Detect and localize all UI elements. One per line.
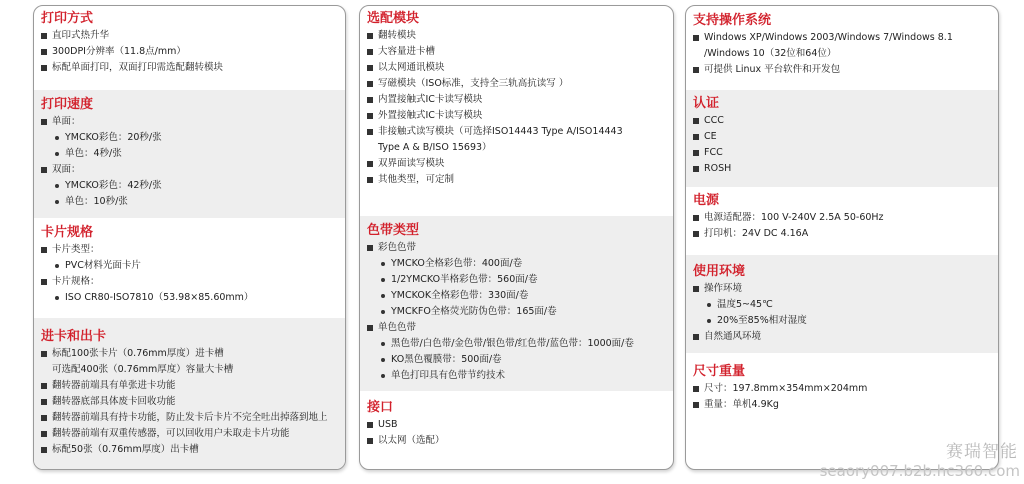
- list-item: 大容量进卡槽: [367, 44, 667, 60]
- list-item: YMCKFO全格荧光防伪色带：165面/卷: [367, 304, 667, 320]
- list-item: 打印机：24V DC 4.16A: [693, 226, 992, 242]
- list-item: 单色色带: [367, 320, 667, 336]
- list-item: 外置接触式IC卡读写模块: [367, 108, 667, 124]
- section-print-speed: [34, 90, 345, 218]
- list-item: 双界面读写模块: [367, 156, 667, 172]
- section-title: 认证: [693, 96, 720, 111]
- section-title: 电源: [693, 193, 720, 208]
- section-power: [686, 187, 998, 255]
- list-item: 300DPI分辨率（11.8点/mm）: [41, 44, 339, 60]
- list-item: 以太网通讯模块: [367, 60, 667, 76]
- list-item: 非接触式读写模块（可选择ISO14443 Type A/ISO14443: [367, 124, 667, 140]
- section-print-method: [34, 10, 345, 90]
- section-title: 尺寸重量: [693, 364, 746, 379]
- list-item: 卡片规格：: [41, 274, 339, 290]
- spec-card-left: [33, 5, 346, 470]
- section-ribbon: [360, 216, 673, 391]
- list-item: USB: [367, 417, 667, 433]
- section-title: 使用环境: [693, 264, 746, 279]
- list-item: 其他类型，可定制: [367, 172, 667, 188]
- list-item: CCC: [693, 113, 992, 129]
- list-item: YMCKO全格彩色带：400面/卷: [367, 256, 667, 272]
- list-item: PVC材料光面卡片: [41, 258, 339, 274]
- list-item: Windows XP/Windows 2003/Windows 7/Windows 8.1: [693, 30, 992, 46]
- list-item: 翻转器前端具有持卡功能，防止发卡后卡片不完全吐出掉落到地上: [41, 410, 339, 426]
- list-item: 翻转器前端有双重传感器，可以回收用户未取走卡片功能: [41, 426, 339, 442]
- list-item: 黑色带/白色带/金色带/银色带/红色带/蓝色带：1000面/卷: [367, 336, 667, 352]
- list-item: YMCKOK全格彩色带：330面/卷: [367, 288, 667, 304]
- list-item: 单色：4秒/张: [41, 146, 339, 162]
- section-title: 打印方式: [41, 11, 94, 26]
- list-item: ROSH: [693, 161, 992, 177]
- list-item: 彩色色带: [367, 240, 667, 256]
- section-cert: [686, 90, 998, 187]
- list-item: 单色：10秒/张: [41, 194, 339, 210]
- list-item: 以太网（选配）: [367, 433, 667, 449]
- list-item: 翻转器底部具体废卡回收功能: [41, 394, 339, 410]
- list-item: 可选配400张（0.76mm厚度）容量大卡槽: [52, 364, 234, 375]
- watermark-name: 赛瑞智能: [946, 442, 1018, 462]
- list-item: 20%至85%相对湿度: [693, 313, 992, 329]
- list-item: 自然通风环境: [693, 329, 992, 345]
- section-os: [686, 12, 998, 90]
- list-item: 写磁模块（ISO标准，支持全三轨高抗读写 ）: [367, 76, 667, 92]
- list-item: 重量：单机4.9Kg: [693, 397, 992, 413]
- section-card-io: [34, 318, 345, 469]
- list-item: 双面：: [41, 162, 339, 178]
- list-item: 翻转模块: [367, 28, 667, 44]
- section-title: 打印速度: [41, 97, 94, 112]
- list-item: 电源适配器：100 V-240V 2.5A 50-60Hz: [693, 210, 992, 226]
- list-item: 单面：: [41, 114, 339, 130]
- list-item: 可提供 Linux 平台软件和开发包: [693, 62, 992, 78]
- list-item: 内置接触式IC卡读写模块: [367, 92, 667, 108]
- list-item: YMCKO彩色：42秒/张: [41, 178, 339, 194]
- list-item: 标配单面打印，双面打印需选配翻转模块: [41, 60, 339, 76]
- list-item: 1/2YMCKO半格彩色带：560面/卷: [367, 272, 667, 288]
- section-title: 支持操作系统: [693, 13, 772, 28]
- list-item: 温度5~45℃: [693, 297, 992, 313]
- section-options: [360, 10, 673, 216]
- watermark-url: seaory007.b2b.hc360.com: [819, 462, 1020, 480]
- section-title: 接口: [367, 400, 394, 415]
- spec-card-right: [685, 5, 999, 470]
- list-item: 单色打印具有色带节约技术: [367, 368, 667, 384]
- list-item: KO黑色覆膜带：500面/卷: [367, 352, 667, 368]
- section-title: 卡片规格: [41, 225, 94, 240]
- list-item: CE: [693, 129, 992, 145]
- list-item: 卡片类型：: [41, 242, 339, 258]
- list-item: 操作环境: [693, 281, 992, 297]
- section-interface: [360, 391, 673, 469]
- list-item: 直印式热升华: [41, 28, 339, 44]
- list-item: 翻转器前端具有单张进卡功能: [41, 378, 339, 394]
- spec-card-middle: [359, 5, 674, 470]
- list-item: ISO CR80-ISO7810（53.98×85.60mm）: [41, 290, 339, 306]
- list-item: 标配100张卡片（0.76mm厚度）进卡槽: [41, 346, 339, 362]
- list-item: 尺寸：197.8mm×354mm×204mm: [693, 381, 992, 397]
- list-item: Type A & B/ISO 15693）: [378, 142, 492, 153]
- section-card-spec: [34, 218, 345, 318]
- section-environment: [686, 255, 998, 353]
- section-title: 色带类型: [367, 223, 420, 238]
- list-item: FCC: [693, 145, 992, 161]
- list-item: 标配50张（0.76mm厚度）出卡槽: [41, 442, 339, 458]
- list-item: /Windows 10（32位和64位）: [704, 48, 837, 59]
- list-item: YMCKO彩色：20秒/张: [41, 130, 339, 146]
- section-title: 选配模块: [367, 11, 420, 26]
- section-title: 进卡和出卡: [41, 329, 107, 344]
